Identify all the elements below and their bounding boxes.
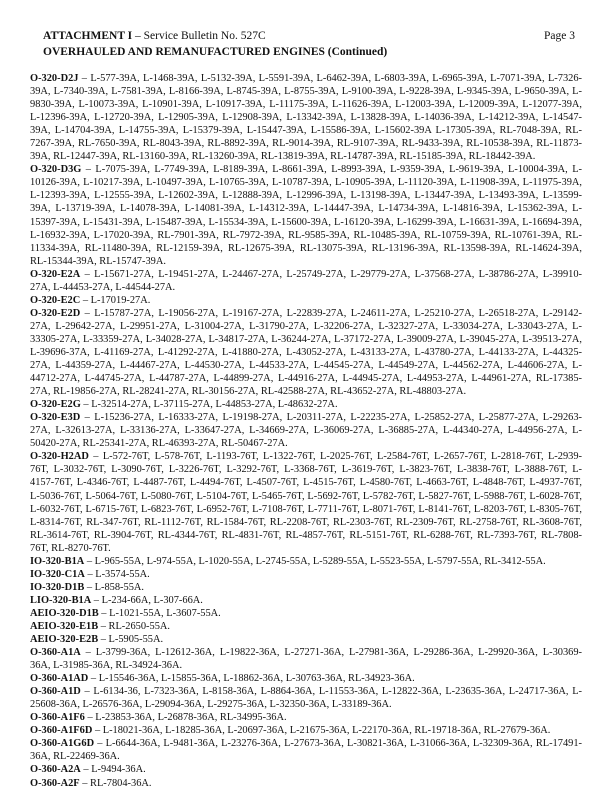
- serial-numbers: L-3799-36A, L-12612-36A, L-19822-36A, L-27271-36A, L-27981-36A, L-29286-36A, L-29920-36A, L-30369-36A, L-31985-36A, RL-34924-36A.: [30, 647, 583, 672]
- engine-entry: [30, 711, 582, 724]
- engine-model: O-360-A2F: [30, 777, 80, 789]
- engine-model: O-360-A1F6D: [30, 725, 93, 737]
- entry-separator: –: [94, 738, 106, 750]
- engine-entry: [30, 594, 582, 607]
- engine-serial-list: [30, 72, 582, 790]
- entry-separator: –: [98, 634, 109, 646]
- engine-model: AEIO-320-E1B: [30, 620, 99, 632]
- engine-entry: [30, 411, 582, 450]
- entry-separator: –: [92, 725, 103, 737]
- engine-model: O-320-E3D: [30, 412, 81, 424]
- header-separator: –: [132, 30, 144, 42]
- attachment-label: ATTACHMENT I: [43, 30, 133, 42]
- engine-model: O-360-A1A: [30, 647, 81, 659]
- engine-model: IO-320-D1B: [30, 581, 85, 593]
- page-header: [43, 29, 575, 43]
- serial-numbers: L-577-39A, L-1468-39A, L-5132-39A, L-5591-39A, L-6462-39A, L-6803-39A, L-6965-39A, L-7071-39A, L-7326-39A, L-7340-39A, L-7581-39A, L-8166-39A, L-8745-39A, L-8755-39A, L-9100-39A, L-9228-39A, L-9345-39A, L-9650-39A, L-9830-39A, L-10073-39A, L-10901-39A, L-10917-39A, L-11175-39A, L-11626-39A, L-12003-39A, L-12009-39A, L-12077-39A, L-12396-39A, L-12720-39A, L-12905-39A, L-12908-39A, L-13342-39A, L-13828-39A, L-14036-39A, L-14212-39A, L-14547-39A, L-14704-39A, L-14755-39A, L-15379-39A, L-15447-39A, L-15586-39A, L-15602-39A L-17305-39A, RL-7048-39A, RL-7267-39A, RL-7650-39A, RL-8043-39A, RL-8892-39A, RL-9014-39A, RL-9107-39A, RL-9433-39A, RL-10538-39A, RL-11873-39A, RL-12447-39A, RL-13160-39A, RL-13260-39A, RL-13819-39A, RL-14787-39A, RL-15185-39A, RL-18442-39A.: [30, 73, 582, 163]
- entry-separator: –: [79, 777, 91, 789]
- entry-separator: –: [80, 764, 92, 776]
- serial-numbers: L-15236-27A, L-16333-27A, L-19198-27A, L-20311-27A, L-22235-27A, L-25852-27A, L-25877-27A, L-29263-27A, L-32613-27A, L-33136-27A, L-33647-27A, L-34669-27A, L-36069-27A, L-36885-27A, L-44340-27A, L-44956-27A, L-50420-27A, RL-25341-27A, RL-46393-27A, RL-50467-27A.: [30, 412, 583, 450]
- engine-entry: [30, 672, 582, 685]
- serial-numbers: L-6134-36, L-7323-36A, L-8158-36A, L-8864-36A, L-11553-36A, L-12822-36A, L-23635-36A, L-24717-36A, L-25608-36A, L-26576-36A, L-29094-36A, L-29275-36A, L-32350-36A, L-33189-36A.: [30, 686, 582, 711]
- serial-numbers: L-9494-36A.: [91, 764, 146, 776]
- entry-separator: –: [88, 673, 99, 685]
- engine-entry: [30, 633, 582, 646]
- engine-model: O-320-H2AD: [30, 451, 89, 463]
- entry-separator: –: [80, 647, 96, 659]
- entry-separator: –: [81, 164, 96, 176]
- serial-numbers: L-15787-27A, L-19056-27A, L-19167-27A, L-22839-27A, L-24611-27A, L-25210-27A, L-26518-27A, L-29142-27A, L-29642-27A, L-29951-27A, L-31004-27A, L-31790-27A, L-32206-27A, L-32327-27A, L-33034-27A, L-33043-27A, L-33305-27A, L-33359-27A, L-34028-27A, L-34817-27A, L-36244-27A, L-37172-27A, L-39009-27A, L-39045-27A, L-39513-27A, L-39696-37A, L-41169-27A, L-41292-27A, L-41880-27A, L-43052-27A, L-43133-27A, L-43780-27A, L-44133-27A, L-44325-27A, L-44359-27A, L-44467-27A, L-44530-27A, L-44533-27A, L-44545-27A, L-44549-27A, L-44562-27A, L-44606-27A, L-44712-27A, L-44745-27A, L-44787-27A, L-44899-27A, L-44916-27A, L-44945-27A, L-44953-27A, L-44961-27A, RL-17385-27A, RL-19856-27A, RL-28241-27A, RL-30156-27A, RL-42588-27A, RL-43652-27A, RL-48803-27A.: [30, 307, 583, 398]
- entry-separator: –: [80, 268, 95, 280]
- entry-separator: –: [98, 607, 110, 619]
- entry-separator: –: [80, 686, 94, 698]
- engine-entry: [30, 620, 582, 633]
- engine-model: O-360-A1AD: [30, 673, 89, 685]
- engine-entry: [30, 568, 582, 581]
- engine-entry: [30, 737, 582, 763]
- engine-model: LIO-320-B1A: [30, 594, 92, 606]
- engine-entry: [30, 72, 582, 163]
- serial-numbers: L-17019-27A.: [90, 294, 151, 306]
- engine-model: O-360-A1G6D: [30, 738, 95, 750]
- serial-numbers: RL-7804-36A.: [90, 777, 152, 789]
- section-title: [43, 45, 387, 59]
- entry-separator: –: [84, 712, 96, 724]
- bulletin-label: Service Bulletin No. 527C: [143, 30, 266, 42]
- entry-separator: –: [80, 307, 95, 319]
- engine-model: O-320-E2D: [30, 307, 81, 319]
- engine-model: O-320-E2A: [30, 268, 81, 280]
- engine-entry: [30, 450, 582, 554]
- engine-entry: [30, 685, 582, 711]
- serial-numbers: L-965-55A, L-974-55A, L-1020-55A, L-2745-55A, L-5289-55A, L-5523-55A, L-5797-55A, RL-3412-55A.: [94, 555, 546, 567]
- page-number: Page 3: [544, 30, 575, 42]
- serial-numbers: L-5905-55A.: [108, 634, 164, 646]
- section-title-suffix: (Continued): [324, 46, 388, 58]
- serial-numbers: L-18021-36A, L-18285-36A, L-20697-36A, L-21675-36A, L-22170-36A, RL-19718-36A, RL-27679-36A.: [102, 725, 551, 737]
- entry-separator: –: [78, 73, 91, 84]
- serial-numbers: L-23853-36A, L-26878-36A, RL-34995-36A.: [95, 712, 287, 724]
- engine-entry: [30, 307, 582, 398]
- engine-model: O-360-A1D: [30, 686, 81, 698]
- engine-model: O-320-E2C: [30, 294, 81, 306]
- engine-model: IO-320-B1A: [30, 555, 85, 567]
- entry-separator: –: [88, 451, 103, 463]
- serial-numbers: L-234-66A, L-307-66A.: [101, 594, 203, 606]
- engine-model: AEIO-320-E2B: [30, 634, 99, 646]
- engine-entry: [30, 268, 582, 294]
- engine-entry: [30, 646, 582, 672]
- engine-entry: [30, 555, 582, 568]
- section-title-text: OVERHAULED AND REMANUFACTURED ENGINES: [43, 46, 325, 58]
- engine-model: IO-320-C1A: [30, 568, 85, 580]
- engine-entry: [30, 763, 582, 776]
- engine-entry: [30, 398, 582, 411]
- engine-model: O-320-D2J: [30, 73, 79, 84]
- entry-separator: –: [98, 620, 109, 632]
- engine-entry: [30, 294, 582, 307]
- entry-separator: –: [84, 555, 95, 567]
- serial-numbers: L-32514-27A, L-37115-27A, L-44853-27A, L-48632-27A.: [91, 399, 338, 411]
- engine-entry: [30, 581, 582, 594]
- serial-numbers: L-858-55A.: [94, 581, 145, 593]
- entry-separator: –: [91, 594, 102, 606]
- engine-entry: [30, 163, 582, 267]
- engine-model: O-320-D3G: [30, 164, 82, 176]
- serial-numbers: L-15671-27A, L-19451-27A, L-24467-27A, L-25749-27A, L-29779-27A, L-37568-27A, L-38786-27A, L-39910-27A, L-44453-27A, L-44544-27A.: [30, 268, 582, 293]
- serial-numbers: L-15546-36A, L-15855-36A, L-18862-36A, L-30763-36A, RL-34923-36A.: [98, 673, 415, 685]
- engine-entry: [30, 724, 582, 737]
- engine-model: O-320-E2G: [30, 399, 81, 411]
- entry-separator: –: [80, 399, 92, 411]
- engine-model: O-360-A1F6: [30, 712, 85, 724]
- entry-separator: –: [80, 294, 91, 306]
- serial-numbers: RL-2650-55A.: [108, 620, 170, 632]
- engine-entry: [30, 777, 582, 790]
- serial-numbers: L-572-76T, L-578-76T, L-1193-76T, L-1322-76T, L-2025-76T, L-2584-76T, L-2657-76T, L-2818-76T, L-2939-76T, L-3032-76T, L-3090-76T, L-3226-76T, L-3292-76T, L-3368-76T, L-3619-76T, L-3823-76T, L-3838-76T, L-3888-76T, L-4157-76T, L-4346-76T, L-4487-76T, L-4494-76T, L-4507-76T, L-4515-76T, L-4580-76T, L-4663-76T, L-4848-76T, L-4937-76T, L-5036-76T, L-5064-76T, L-5080-76T, L-5104-76T, L-5465-76T, L-5692-76T, L-5782-76T, L-5827-76T, L-5988-76T, L-6028-76T, L-6032-76T, L-6715-76T, L-6823-76T, L-6952-76T, L-7108-76T, L-7711-76T, L-8071-76T, L-8141-76T, L-8203-76T, L-8305-76T, L-8314-76T, RL-347-76T, RL-1112-76T, RL-1584-76T, RL-2208-76T, RL-2303-76T, RL-2309-76T, RL-2758-76T, RL-3608-76T, RL-3614-76T, RL-3904-76T, RL-4344-76T, RL-4831-76T, RL-4857-76T, RL-5151-76T, RL-6288-76T, RL-7393-76T, RL-7808-76T, RL-8270-76T.: [30, 451, 583, 554]
- entry-separator: –: [84, 581, 95, 593]
- serial-numbers: L-3574-55A.: [95, 568, 150, 580]
- entry-separator: –: [84, 568, 96, 580]
- serial-numbers: L-7075-39A, L-7749-39A, L-8189-39A, L-8661-39A, L-8993-39A, L-9359-39A, L-9619-39A, L-10004-39A, L-10126-39A, L-10217-39A, L-10497-39A, L-10765-39A, L-10787-39A, L-10905-39A, L-11120-39A, L-11908-39A, L-11975-39A, L-12393-39A, L-12555-39A, L-12602-39A, L-12888-39A, L-12996-39A, L-13198-39A, L-13447-39A, L-13493-39A, L-13599-39A, L-13719-39A, L-14078-39A, L-14081-39A, L-14312-39A, L-14447-39A, L-14734-39A, L-14816-39A, L-15362-39A, L-15397-39A, L-15431-39A, L-15487-39A, L-15534-39A, L-15600-39A, L-16120-39A, L-16299-39A, L-16631-39A, L-16694-39A, L-16932-39A, L-17020-39A, RL-7901-39A, RL-7972-39A, RL-9585-39A, RL-10485-39A, RL-10759-39A, RL-10761-39A, RL-11334-39A, RL-11480-39A, RL-12159-39A, RL-12675-39A, RL-13075-39A, RL-13196-39A, RL-13598-39A, RL-14624-39A, RL-15344-39A, RL-15747-39A.: [30, 164, 582, 267]
- serial-numbers: L-6644-36A, L-9481-36A, L-23276-36A, L-27673-36A, L-30821-36A, L-31066-36A, L-32309-36A, RL-17491-36A, RL-22469-36A.: [30, 738, 582, 763]
- entry-separator: –: [80, 412, 95, 424]
- engine-model: O-360-A2A: [30, 764, 81, 776]
- serial-numbers: L-1021-55A, L-3607-55A.: [109, 607, 221, 619]
- engine-model: AEIO-320-D1B: [30, 607, 99, 619]
- engine-entry: [30, 607, 582, 620]
